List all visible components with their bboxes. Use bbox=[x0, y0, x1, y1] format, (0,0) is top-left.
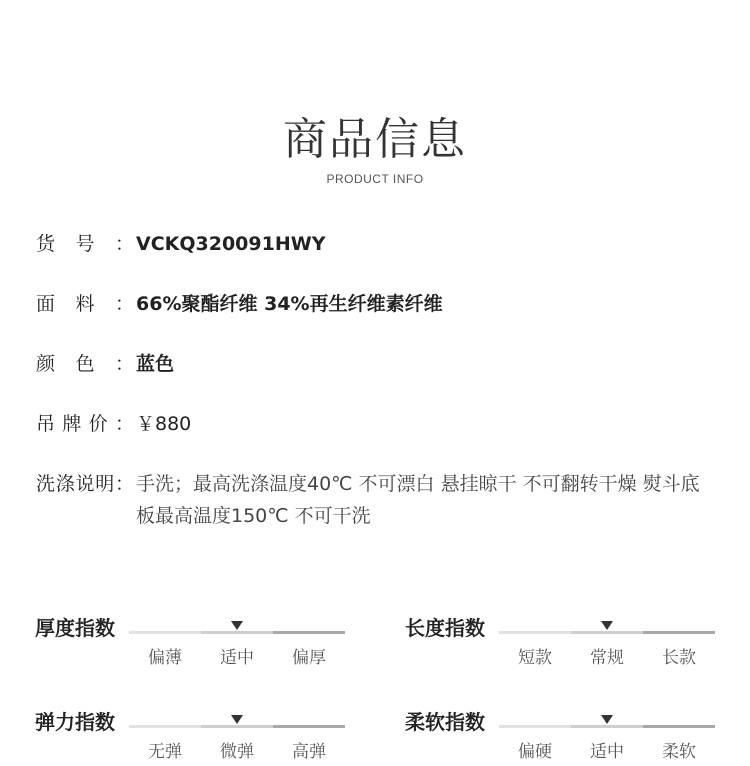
color-value: 蓝色 bbox=[136, 353, 175, 375]
page-title: 商品信息 bbox=[283, 114, 467, 165]
page-subtitle: PRODUCT INFO bbox=[326, 172, 424, 186]
thickness-option-thin: 偏薄 bbox=[148, 648, 182, 668]
length-option-short: 短款 bbox=[518, 648, 552, 668]
thickness-index-marker bbox=[231, 621, 243, 630]
item-no-label: 货号： bbox=[36, 233, 134, 255]
thickness-option-medium: 适中 bbox=[220, 648, 254, 668]
length-index-track bbox=[499, 631, 715, 634]
material-value: 66%聚酯纤维 34%再生纤维素纤维 bbox=[136, 293, 443, 315]
color-label: 颜色： bbox=[36, 353, 134, 375]
softness-index-marker bbox=[601, 715, 613, 724]
thickness-option-thick: 偏厚 bbox=[292, 648, 326, 668]
tag-price-label: 吊牌价： bbox=[36, 413, 134, 435]
elasticity-index-marker bbox=[231, 715, 243, 724]
softness-index-label: 柔软指数 bbox=[405, 710, 485, 734]
elasticity-option-none: 无弹 bbox=[148, 742, 182, 762]
thickness-index-track bbox=[129, 631, 345, 634]
length-option-long: 长款 bbox=[662, 648, 696, 668]
softness-index-track bbox=[499, 725, 715, 728]
material-label: 面料： bbox=[36, 293, 134, 315]
care-value: 手洗；最高洗涤温度40℃ 不可漂白 悬挂晾干 不可翻转干燥 熨斗底板最高温度150℃ 不可干洗 bbox=[136, 473, 700, 527]
elasticity-index-label: 弹力指数 bbox=[35, 710, 115, 734]
elasticity-index-track bbox=[129, 725, 345, 728]
softness-option-hard: 偏硬 bbox=[518, 742, 552, 762]
length-index-marker bbox=[601, 621, 613, 630]
thickness-index-label: 厚度指数 bbox=[35, 616, 115, 640]
length-index-label: 长度指数 bbox=[405, 616, 485, 640]
item-no-value: VCKQ320091HWY bbox=[136, 233, 326, 255]
softness-option-medium: 适中 bbox=[590, 742, 624, 762]
care-label: 洗涤说明： bbox=[36, 473, 134, 495]
length-option-regular: 常规 bbox=[590, 648, 624, 668]
elasticity-option-high: 高弹 bbox=[292, 742, 326, 762]
softness-option-soft: 柔软 bbox=[662, 742, 696, 762]
elasticity-option-slight: 微弹 bbox=[220, 742, 254, 762]
tag-price-value: ￥880 bbox=[136, 413, 192, 435]
